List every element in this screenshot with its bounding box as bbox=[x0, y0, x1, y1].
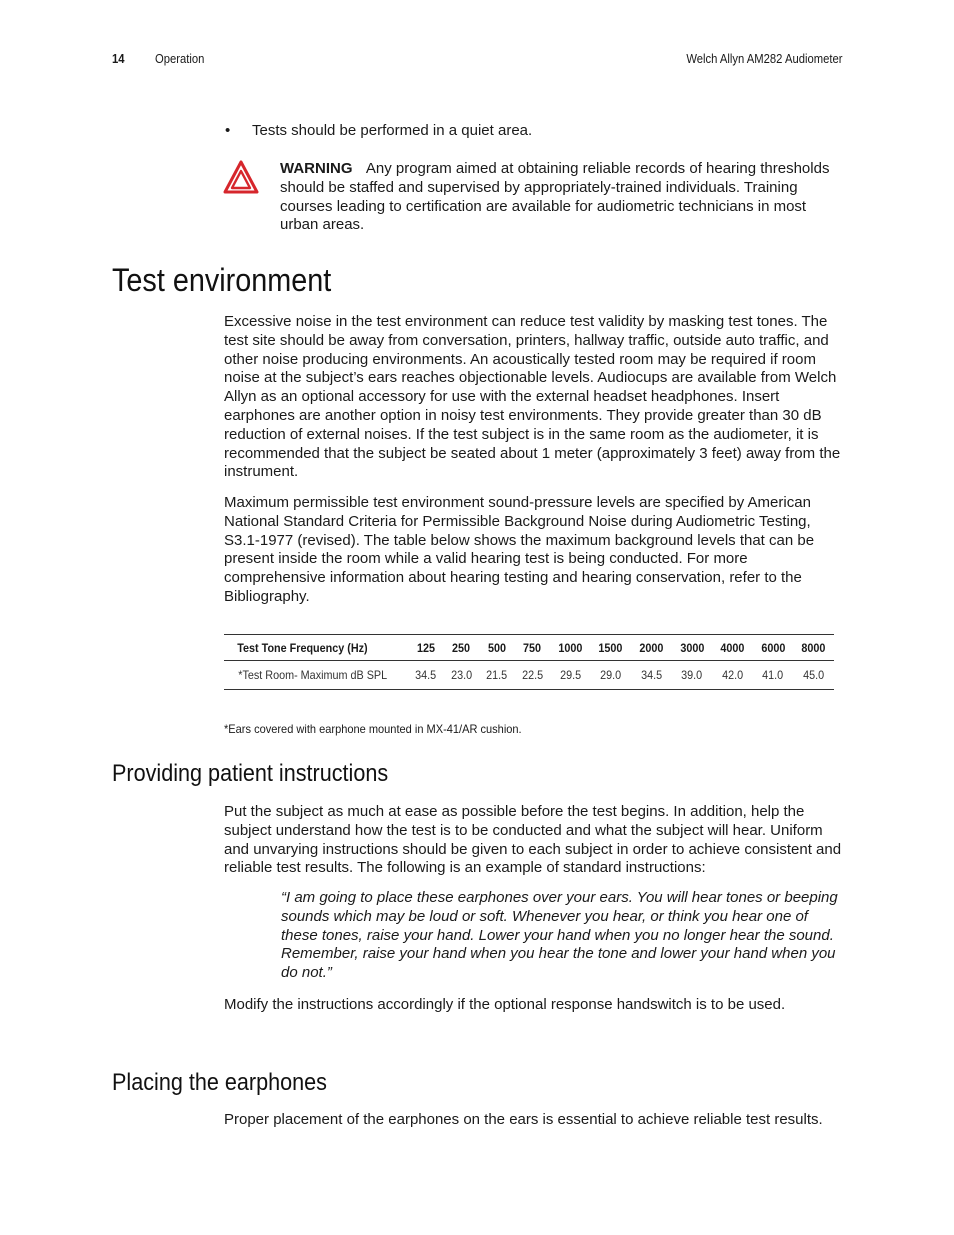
heading-patient-instructions: Providing patient instructions bbox=[112, 760, 389, 787]
heading-placing-earphones: Placing the earphones bbox=[112, 1069, 327, 1096]
freq-header: 125 bbox=[408, 635, 443, 661]
background-noise-table bbox=[224, 634, 834, 690]
table-cell: 45.0 bbox=[793, 661, 834, 690]
bullet-dot: • bbox=[225, 122, 231, 139]
heading-test-environment: Test environment bbox=[112, 262, 332, 298]
warning-label: WARNING bbox=[280, 160, 353, 177]
freq-header: 250 bbox=[443, 635, 478, 661]
table-cell: 34.5 bbox=[631, 661, 672, 690]
table-cell: 34.5 bbox=[408, 661, 443, 690]
table-row-label: *Test Room- Maximum dB SPL bbox=[224, 661, 408, 690]
warning-block bbox=[280, 160, 845, 235]
table-cell: 29.5 bbox=[550, 661, 591, 690]
table-cell: 22.5 bbox=[514, 661, 549, 690]
freq-header: 8000 bbox=[793, 635, 834, 661]
freq-header: 4000 bbox=[712, 635, 753, 661]
table-cell: 23.0 bbox=[443, 661, 478, 690]
table-header-row bbox=[224, 635, 834, 661]
freq-header: 750 bbox=[514, 635, 549, 661]
test-environment-paragraph-2: Maximum permissible test environment sound-pressure levels are specified by American National Standard Criteria for Permissible Background Noise during Audiometric Testing, S3.1-1977 (revised). The table below shows the maximum background levels that can be present inside the room while a valid hearing test is being conducted. For more comprehensive information about hearing testing and hearing conservation, refer to the Bibliography. bbox=[224, 494, 815, 605]
table-cell: 42.0 bbox=[712, 661, 753, 690]
table-cell: 41.0 bbox=[753, 661, 794, 690]
patient-instructions-paragraph-2: Modify the instructions accordingly if the optional response handswitch is to be used. bbox=[224, 996, 786, 1013]
freq-header: 1500 bbox=[591, 635, 632, 661]
instructions-quote: “I am going to place these earphones over your ears. You will hear tones or beeping sounds which may be loud or soft. Whenever you hear, or think you hear one of these tones, raise your hand. Lower your hand when you no longer hear the sound. Remember, raise your hand when you hear the tone and lower your hand when you do not.” bbox=[281, 889, 838, 982]
earphones-paragraph-1: Proper placement of the earphones on the ears is essential to achieve reliable test results. bbox=[224, 1111, 823, 1128]
table-cell: 29.0 bbox=[591, 661, 632, 690]
freq-header: 500 bbox=[479, 635, 514, 661]
patient-instructions-paragraph-1: Put the subject as much at ease as possible before the test begins. In addition, help the subject understand how the test is to be conducted and what the subject will hear. Uniform and unvarying instructions should be given to each subject in order to achieve consistent and reliable test results. The following is an example of standard instructions: bbox=[224, 803, 842, 877]
freq-header: 2000 bbox=[631, 635, 672, 661]
page-number: 14 bbox=[112, 52, 125, 66]
freq-header: 3000 bbox=[672, 635, 713, 661]
bullet-text: Tests should be performed in a quiet area. bbox=[252, 122, 533, 139]
table-footnote: *Ears covered with earphone mounted in MX-41/AR cushion. bbox=[224, 722, 522, 736]
freq-header: 1000 bbox=[550, 635, 591, 661]
header-section: Operation bbox=[155, 52, 205, 66]
table-cell: 21.5 bbox=[479, 661, 514, 690]
table-row bbox=[224, 661, 834, 690]
header-doc-title: Welch Allyn AM282 Audiometer bbox=[685, 52, 842, 66]
table-header-label: Test Tone Frequency (Hz) bbox=[224, 635, 408, 661]
warning-triangle-icon bbox=[223, 160, 259, 194]
freq-header: 6000 bbox=[753, 635, 794, 661]
table-cell: 39.0 bbox=[672, 661, 713, 690]
warning-text: Any program aimed at obtaining reliable records of hearing thresholds should be staffed and supervised by appropriately-trained individuals. Training courses leading to certification are available for audiometric technicians in most urban areas. bbox=[280, 160, 830, 234]
test-environment-paragraph-1: Excessive noise in the test environment can reduce test validity by masking test tones. The test site should be away from conversation, printers, hallway traffic, outside auto traffic, and other noise producing environments. An acoustically tested room may be required if room noise at the subject’s ears reaches objectionable levels. Audiocups are available from Welch Allyn as an optional accessory for use with the external headset headphones. Insert earphones are another option in noisy test environments. They provide greater than 30 dB reduction of external noises. If the test subject is in the same room as the audiometer, it is recommended that the subject be seated about 1 meter (approximately 3 feet) away from the instrument. bbox=[224, 313, 841, 481]
